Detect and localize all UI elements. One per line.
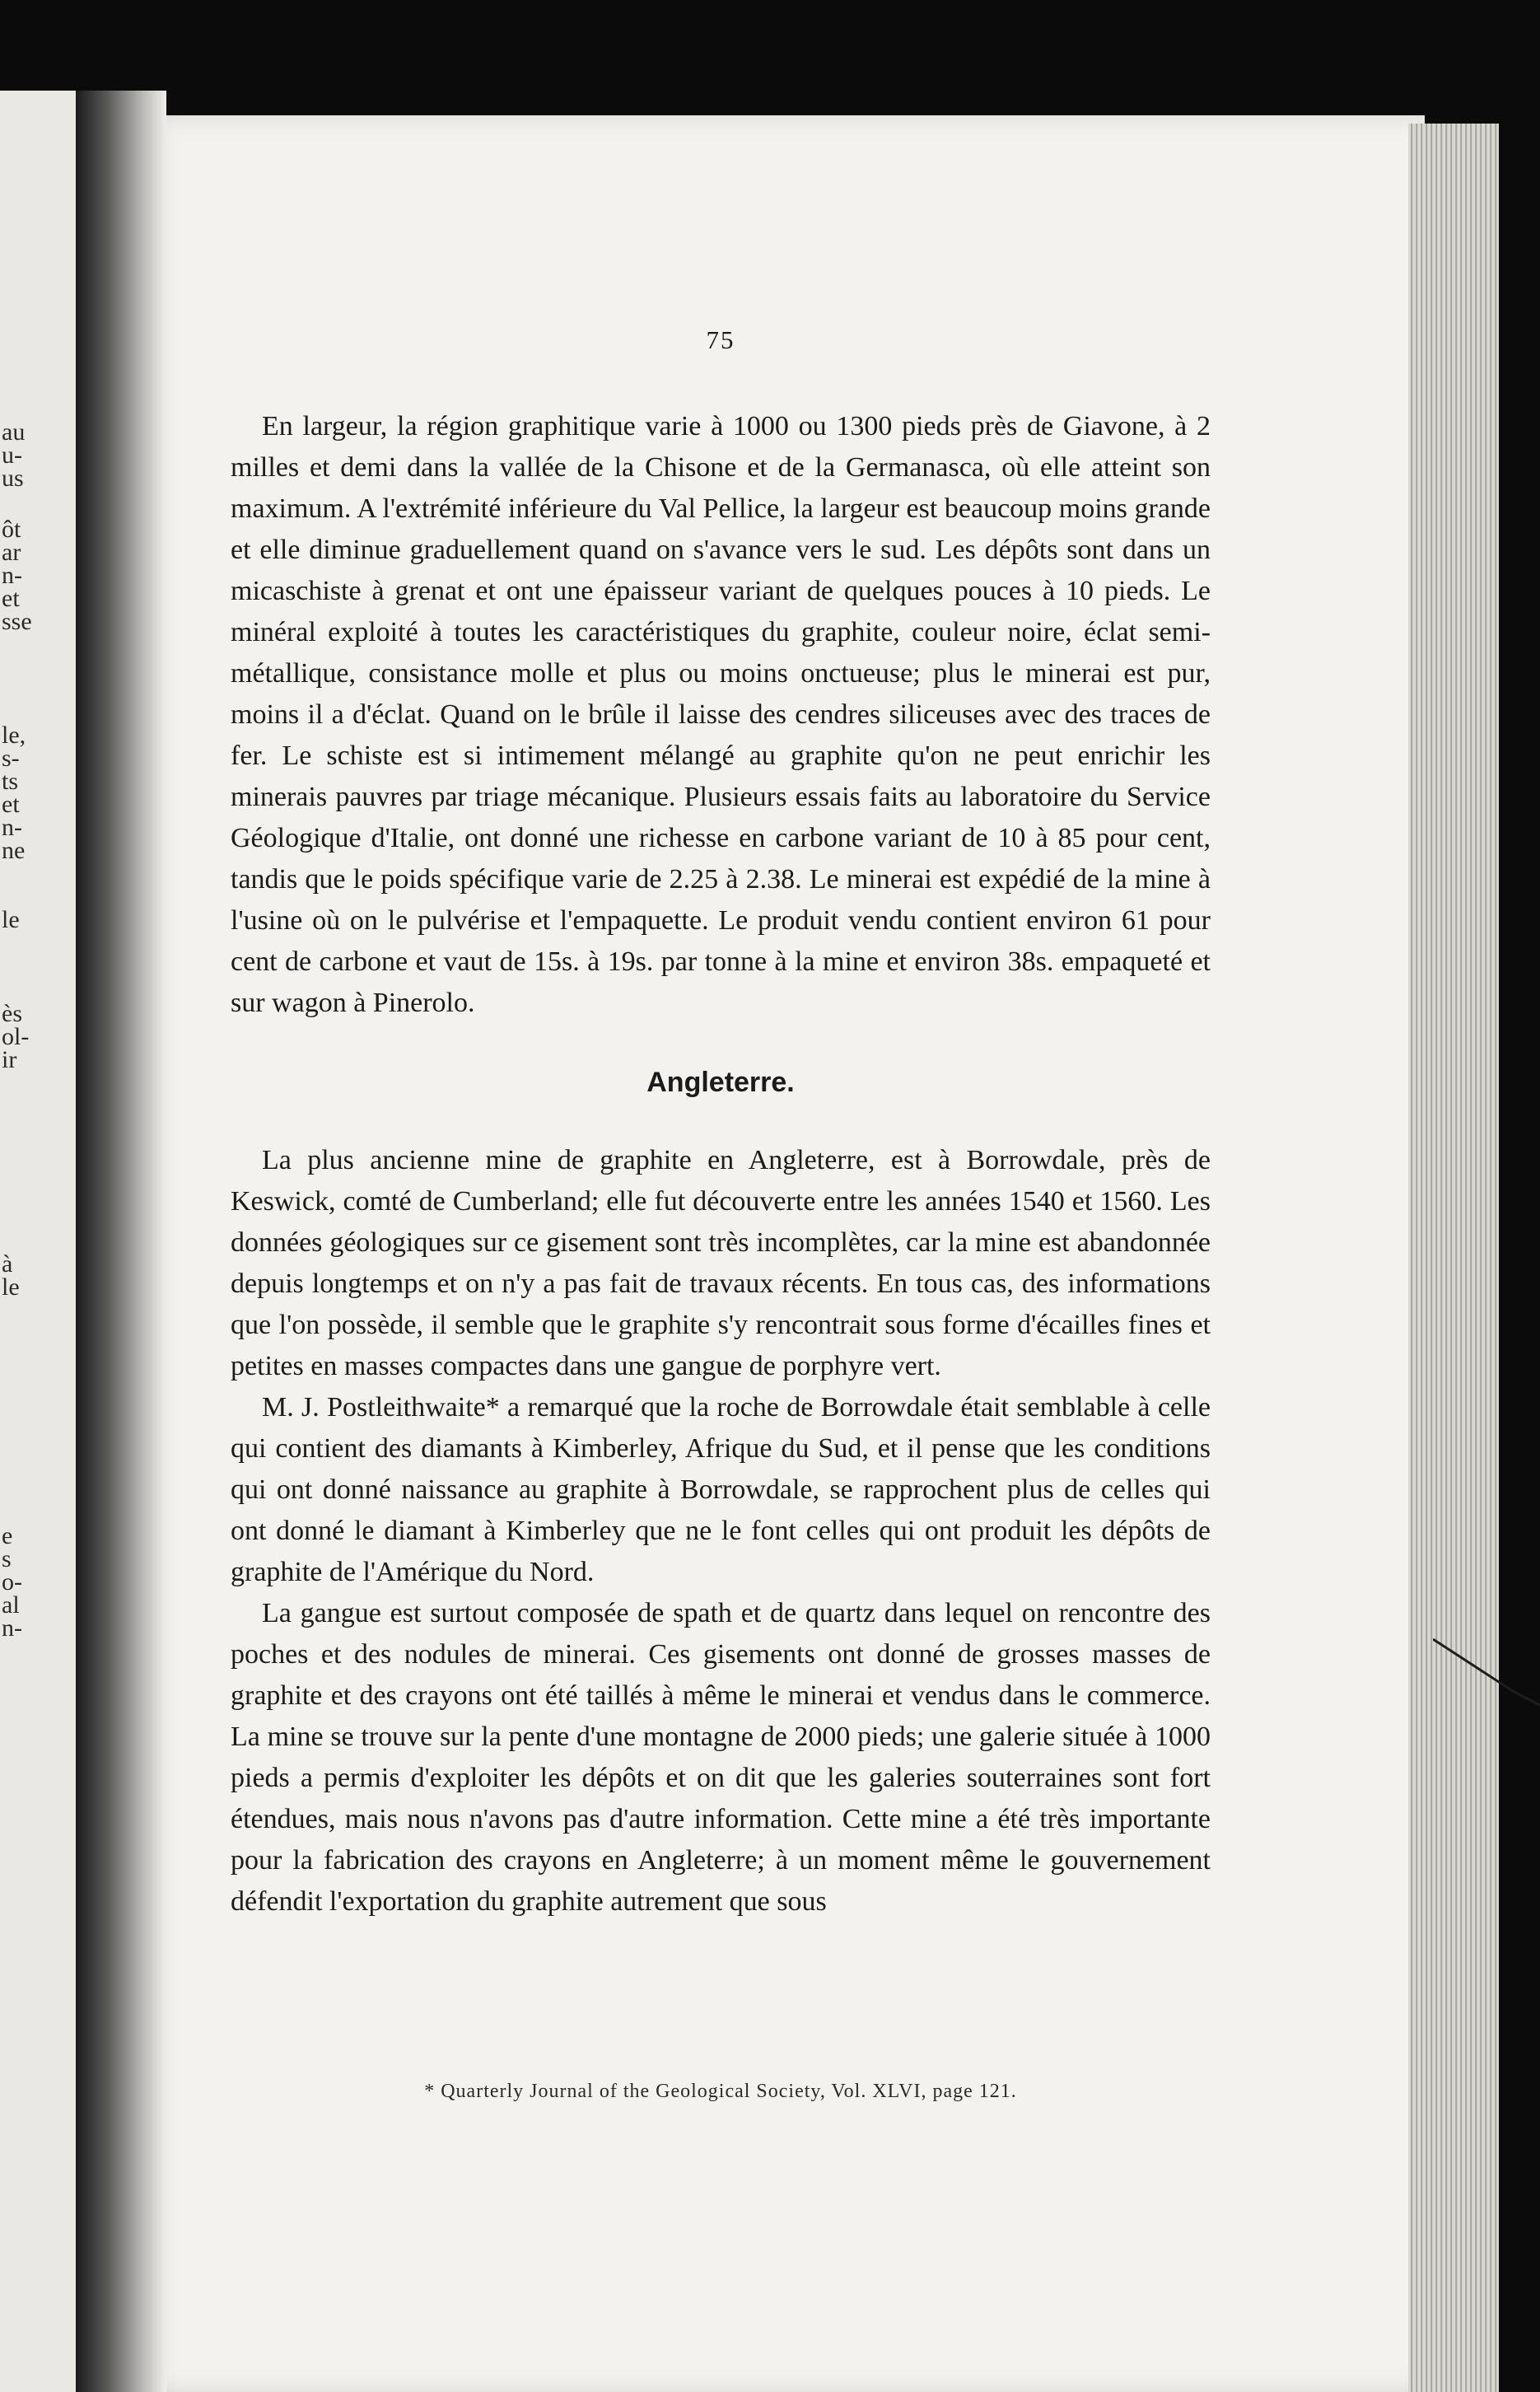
left-edge-fragment: le, xyxy=(2,722,26,749)
left-edge-fragment: ôt xyxy=(2,516,21,543)
page-content xyxy=(231,325,1211,1922)
left-edge-fragment: us xyxy=(2,465,24,492)
scan-border xyxy=(1499,124,1540,2392)
left-edge-fragment: n- xyxy=(2,814,22,841)
paragraph-italy-region: En largeur, la région graphitique varie à 1000 ou 1300 pieds près de Giavone, à 2 milles et demi dans la vallée de la Chisone et de la Germanasca, où elle atteint son maximum. A l'extrémité inférieure du Val Pellice, la largeur est beaucoup moins grande et elle diminue graduellement quand on s'avance vers le sud. Les dépôts sont dans un micaschiste à grenat et ont une épaisseur variant de quelques pouces à 10 pieds. Le minéral exploité à toutes les caractéristiques du graphite, couleur noire, éclat semi-métallique, consistance molle et plus ou moins onctueuse; plus le minerai est pur, moins il a d'éclat. Quand on le brûle il laisse des cendres siliceuses avec des traces de fer. Le schiste est si intimement mélangé au graphite qu'on ne peut enrichir les minerais pauvres par triage mécanique. Plusieurs essais faits au laboratoire du Service Géologique d'Italie, ont donné une richesse en carbone variant de 10 à 85 pour cent, tandis que le poids spécifique varie de 2.25 à 2.38. Le minerai est expédié de la mine à l'usine où on le pulvérise et l'empaquette. Le produit vendu contient environ 61 pour cent de carbone et vaut de 15s. à 19s. par tonne à la mine et environ 38s. empaqueté et sur wagon à Pinerolo. xyxy=(231,411,1211,1018)
left-edge-fragment: sse xyxy=(2,608,32,635)
left-edge-fragment: s xyxy=(2,1545,12,1572)
footnote: * Quarterly Journal of the Geological Society, Vol. XLVI, page 121. xyxy=(424,2081,1017,2102)
page-number: 75 xyxy=(706,325,735,354)
paragraph-borrowdale-mine: La plus ancienne mine de graphite en Angleterre, est à Borrowdale, près de Keswick, comté de Cumberland; elle fut découverte entre les années 1540 et 1560. Les données géologiques sur ce gisement sont très incomplètes, car la mine est abandonnée depuis longtemps et on n'y a pas fait de travaux récents. En tous cas, des informations que l'on possède, il semble que le graphite s'y rencontrait sous forme d'écailles fines et petites en masses compactes dans une gangue de porphyre vert. xyxy=(231,1145,1211,1381)
left-edge-fragment: o- xyxy=(2,1568,22,1595)
left-edge-fragment: le xyxy=(2,1273,20,1301)
left-edge-fragment: ne xyxy=(2,837,26,864)
left-edge-fragment: et xyxy=(2,791,20,818)
left-edge-fragment: ès xyxy=(2,1000,22,1027)
left-edge-fragment: n- xyxy=(2,1614,22,1642)
left-edge-fragment: n- xyxy=(2,562,22,589)
scratch-mark xyxy=(1433,1614,1540,1713)
left-edge-fragment: e xyxy=(2,1522,13,1549)
book-gutter-shadow xyxy=(76,91,166,2392)
left-edge-fragment: ar xyxy=(2,539,21,566)
left-facing-page xyxy=(0,91,76,2392)
left-edge-fragment: ir xyxy=(2,1046,17,1073)
left-edge-fragment: au xyxy=(2,418,26,446)
left-edge-fragment: ts xyxy=(2,768,19,795)
section-heading: Angleterre. xyxy=(646,1067,795,1098)
page-stack-edges xyxy=(1408,124,1499,2392)
paragraph-gangue: La gangue est surtout composée de spath et de quartz dans lequel on rencontre des poches et des nodules de minerai. Ces gisements ont donné de grosses masses de graphite et des crayons ont été taillés à même le minerai et vendus dans le commerce. La mine se trouve sur la pente d'une montagne de 2000 pieds; une galerie située à 1000 pieds a permis d'exploiter les dépôts et on dit que les galeries souterraines sont fort étendues, mais nous n'avons pas d'autre information. Cette mine a été très importante pour la fabrication des crayons en Angleterre; à un moment même le gouvernement défendit l'exportation du graphite autrement que sous xyxy=(231,1598,1211,1917)
left-edge-fragment: à xyxy=(2,1250,13,1278)
paragraph-postleithwaite: M. J. Postleithwaite* a remarqué que la roche de Borrowdale était semblable à celle qui contient des diamants à Kimberley, Afrique du Sud, et il pense que les conditions qui ont donné naissance au graphite à Borrowdale, se rapprochent plus de celles qui ont donné le diamant à Kimberley que ne le font celles qui ont produit les dépôts de graphite de l'Amérique du Nord. xyxy=(231,1392,1211,1587)
left-edge-fragment: et xyxy=(2,585,20,612)
left-edge-fragment: al xyxy=(2,1591,20,1619)
left-edge-fragment: s- xyxy=(2,745,20,772)
left-edge-fragment: u- xyxy=(2,441,22,469)
left-edge-fragment: ol- xyxy=(2,1023,30,1050)
left-edge-fragment: le xyxy=(2,906,20,933)
